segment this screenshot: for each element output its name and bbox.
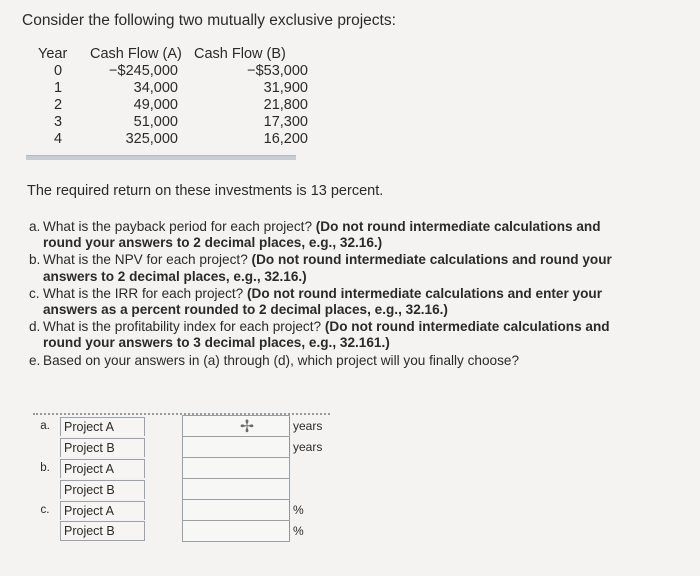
cash-flow-a-cell: 49,000 bbox=[133, 97, 178, 113]
question-text: What is the payback period for each project? bbox=[43, 219, 316, 234]
cash-flow-a-cell: 325,000 bbox=[125, 131, 178, 147]
project-label: Project B bbox=[60, 438, 145, 457]
cash-flow-row bbox=[38, 114, 308, 131]
cash-flow-table bbox=[38, 46, 308, 148]
question-text: Based on your answers in (a) through (d), which project will you finally choose? bbox=[43, 352, 520, 368]
project-label: Project A bbox=[60, 501, 145, 520]
cash-flow-b-cell: 17,300 bbox=[263, 114, 308, 130]
unit-label: % bbox=[289, 522, 331, 540]
part-letter: b. bbox=[40, 462, 50, 474]
payback-b-input[interactable] bbox=[182, 436, 290, 458]
question-list bbox=[29, 219, 629, 370]
part-letter: c. bbox=[40, 504, 50, 516]
cash-flow-row bbox=[38, 80, 308, 97]
question-c bbox=[29, 286, 629, 318]
question-text: What is the IRR for each project? bbox=[43, 285, 247, 301]
cash-flow-row bbox=[38, 97, 308, 114]
question-text: What is the profitability index for each project? bbox=[43, 319, 325, 335]
question-instruction: (Do not round intermediate calculations and round your answers to 3 decimal places, e.g., 32.161.) bbox=[43, 319, 610, 351]
cash-flow-b-cell: −$53,000 bbox=[247, 63, 308, 79]
year-cell: 1 bbox=[53, 80, 63, 96]
cash-flow-row bbox=[38, 131, 308, 148]
cash-flow-header bbox=[38, 46, 308, 63]
year-cell: 3 bbox=[53, 114, 63, 130]
question-letter: e. bbox=[29, 352, 41, 368]
npv-b-input[interactable] bbox=[182, 478, 290, 500]
header-cash-flow-a: Cash Flow (A) bbox=[90, 46, 182, 62]
question-instruction: (Do not round intermediate calculations and round your answers to 2 decimal places, e.g., 32.16.) bbox=[43, 252, 612, 284]
question-instruction: (Do not round intermediate calculations and enter your answers as a percent rounded to 2 decimal places, e.g., 32.16.) bbox=[43, 285, 602, 318]
question-instruction: (Do not round intermediate calculations and round your answers to 2 decimal places, e.g., 32.16.) bbox=[43, 219, 601, 251]
cash-flow-a-cell: −$245,000 bbox=[109, 63, 178, 79]
question-e bbox=[29, 353, 629, 369]
problem-intro: Consider the following two mutually exclusive projects: bbox=[22, 12, 396, 29]
project-label: Project A bbox=[60, 459, 145, 478]
question-letter: b. bbox=[29, 252, 41, 268]
cash-flow-a-cell: 34,000 bbox=[133, 80, 178, 96]
plus-move-icon[interactable]: ✢ bbox=[239, 417, 255, 436]
project-label: Project B bbox=[60, 480, 145, 499]
project-label: Project A bbox=[60, 417, 145, 436]
payback-a-input[interactable] bbox=[182, 415, 290, 437]
year-cell: 4 bbox=[53, 131, 63, 147]
unit-label: years bbox=[289, 417, 331, 435]
year-cell: 0 bbox=[53, 63, 63, 79]
project-label: Project B bbox=[60, 521, 145, 541]
question-d bbox=[29, 319, 629, 351]
unit-label: years bbox=[289, 438, 331, 456]
part-letter: a. bbox=[40, 420, 50, 432]
cash-flow-b-cell: 31,900 bbox=[263, 80, 308, 96]
cash-flow-b-cell: 21,800 bbox=[263, 97, 308, 113]
question-b bbox=[29, 252, 629, 284]
table-divider bbox=[26, 155, 296, 160]
header-year: Year bbox=[38, 46, 68, 62]
header-cash-flow-b: Cash Flow (B) bbox=[194, 46, 286, 62]
cash-flow-b-cell: 16,200 bbox=[263, 131, 308, 147]
cash-flow-a-cell: 51,000 bbox=[133, 114, 178, 130]
required-return-text: The required return on these investments is 13 percent. bbox=[27, 183, 384, 199]
question-a bbox=[29, 219, 629, 251]
npv-a-input[interactable] bbox=[182, 457, 290, 479]
cash-flow-row bbox=[38, 63, 308, 80]
year-cell: 2 bbox=[53, 97, 63, 113]
question-letter: d. bbox=[29, 319, 41, 335]
irr-a-input[interactable] bbox=[182, 499, 290, 521]
question-letter: c. bbox=[29, 285, 40, 301]
question-letter: a. bbox=[29, 219, 41, 234]
unit-label: % bbox=[289, 501, 331, 519]
question-text: What is the NPV for each project? bbox=[43, 252, 252, 268]
irr-b-input[interactable] bbox=[182, 520, 290, 542]
